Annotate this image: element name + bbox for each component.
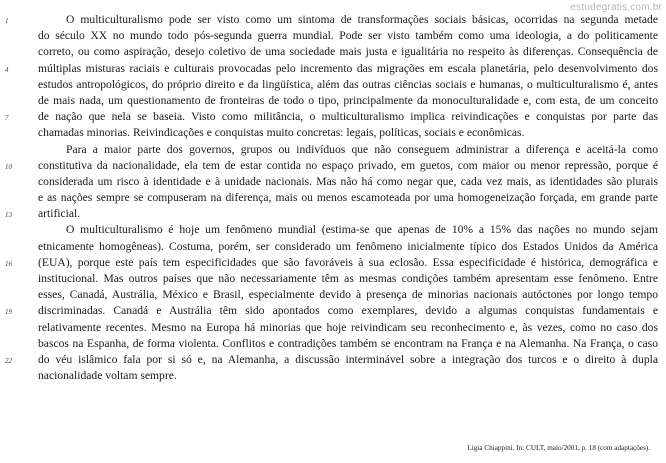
text-line: institucional. Mas outros países que não necessariamente têm as mesmas condições também apresentam esse fenômeno. Entre [38,272,658,285]
text-line: considerada um risco à identidade e à unidade nacionais. Mas não há como negar que, cada vez mais, as identidades são plurais [38,174,658,188]
text-line: e as nações sempre se compuseram na diferença, mais ou menos escamoteada por uma homogeneização forçada, em grande parte [38,191,658,205]
text-line: relativamente recentes. Mesmo na Europa há minorias que hoje reivindicam seu reconhecimento e, às vezes, como no caso dos [38,320,658,334]
text-line: de mais nada, um questionamento de fronteiras de todo o tipo, principalmente da monoculturalidade e, com esta, de um conceito [38,93,658,107]
text-line: 7 de nação que nela se baseia. Visto como militância, o multiculturalismo implica reivindicações e conquistas por parte das [38,109,658,125]
text-line: bascos na Espanha, de forma violenta. Conflitos e contradições também se encontram na França e na Alemanha. Na França, o caso [38,336,658,350]
text-line: Para a maior parte dos governos, grupos ou indivíduos que não conseguem administrar a diferença e aceitá-la como [66,142,658,156]
text-line: estudos antropológicos, do próprio direito e da lingüística, além das outras ciências sociais e humanas, o multiculturalismo é, antes [38,77,658,91]
text-line: correto, ou como aspiração, desejo coletivo de uma sociedade mais justa e igualitária no respeito às diferenças. Consequência de [38,45,658,59]
text-line: 13 artificial. [38,206,658,222]
line-number: 4 [5,65,9,74]
watermark: estudegratis.com.br [570,2,662,13]
text-line: etnicamente homogêneas). Costuma, porém, ser considerado um fenômeno inicialmente típico dos Estados Unidos da América [38,239,658,253]
text-line: O multiculturalismo é hoje um fenômeno mundial (estima-se que apenas de 10% a 15% das nações no mundo sejam [66,223,658,237]
text-line: 4 múltiplas misturas raciais e culturais provocadas pelo incremento das migrações em escala planetária, pelo desenvolvimento dos [38,61,658,77]
line-number: 22 [5,356,12,365]
text-line: 10 constitutiva da nacionalidade, ela tem de estar contida no espaço privado, em guetos, com maior ou menor repressão, porque é [38,158,658,174]
text-line: 16 (EUA), porque este país tem especificidades que são favoráveis à sua eclosão. Essa especificidade é histórica, demográfica e [38,255,658,271]
text-line: 22 do véu islâmico fala por si só e, na Alemanha, a discussão interminável sobre a integração dos turcos e o direito à dupla [38,352,658,368]
line-number: 19 [5,308,12,317]
line-number: 16 [5,259,12,268]
line-number: 7 [5,114,9,123]
text-line: chamadas minorias. Reivindicações e conquistas muito concretas: legais, políticas, sociais e econômicas. [38,126,525,140]
line-number: 1 [5,17,9,25]
text-line: 1 O multiculturalismo pode ser visto como um sintoma de transformações sociais básicas, ocorridas na segunda metade [38,12,658,28]
line-number: 13 [5,211,12,220]
text-line: esses, Canadá, Austrália, México e Brasil, especialmente devido à presença de minorias nacionais autóctones por longo tempo [38,288,658,302]
text-line: do século XX no mundo todo pós-segunda guerra mundial. Pode ser visto também como uma ideologia, a do politicamente [38,29,658,43]
text-line: nacionalidade voltam sempre. [38,369,177,383]
text-line: 19 discriminadas. Canadá e Austrália têm sido apontados como exemplares, devido a algumas conquistas fundamentais e [38,303,658,319]
line-number: 10 [5,162,12,171]
source-citation: Ligia Chiappini. In: CULT, maio/2001, p. 18 (com adaptações). [467,444,650,452]
article-body [5,12,658,384]
